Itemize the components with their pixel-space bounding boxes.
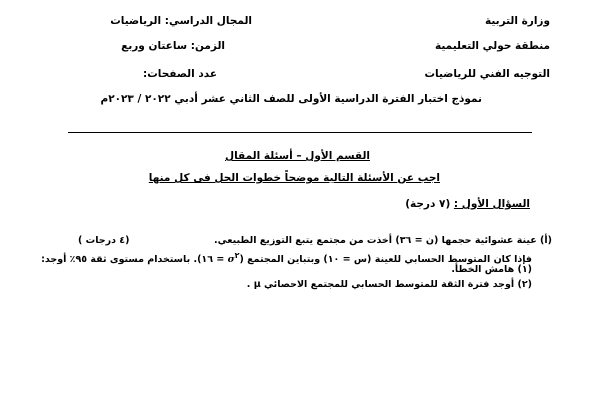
question-1-marks: (٧ درجة) <box>405 198 451 210</box>
header-divider <box>68 132 532 133</box>
section-instruction: اجب عن الأسئلة التالية موضحاً خطوات الحل فى كل منها <box>148 172 440 184</box>
question-1-heading <box>405 198 530 210</box>
education-district: منطقة حولي التعليمية <box>435 40 550 52</box>
part-a-item-2: (٢) أوجد فترة الثقة للمتوسط الحسابي للمجتمع الاحصائي μ . <box>246 279 532 290</box>
part-a-condition-start: فإذا كان المتوسط الحسابي للعينة (س = ١٠) وبتباين المجتمع ( <box>239 254 532 266</box>
page-count: عدد الصفحات: <box>143 68 217 80</box>
question-1-label: السؤال الأول : <box>453 198 530 210</box>
exam-duration: الزمن: ساعتان وربع <box>121 40 225 52</box>
exam-title: نموذج اختبار الفترة الدراسية الأولى للصف الثاني عشر أدبي ٢٠٢٢ / ٢٠٢٣م <box>100 93 482 105</box>
part-a-number: (أ) <box>540 235 552 246</box>
ministry-name: وزارة التربية <box>484 15 550 27</box>
sigma-symbol: σ <box>227 254 235 266</box>
math-supervision: التوجيه الفني للرياضيات <box>424 68 550 80</box>
subject-field: المجال الدراسي: الرياضيات <box>110 15 252 27</box>
part-a-item-1: (١) هامش الخطأ. <box>451 264 532 275</box>
squared-exponent: ٢ <box>234 251 240 260</box>
part-a-marks: (٤ درجات ) <box>78 235 130 246</box>
part-a-text: عينة عشوائية حجمها (ن = ٣٦) أخذت من مجتمع يتبع التوزيع الطبيعي. <box>214 235 537 246</box>
part-a-condition-end: = ١٦). باستخدام مستوى ثقة ٩٥٪ أوجد: <box>41 254 228 266</box>
section-title: القسم الأول – أسئلة المقال <box>224 150 370 162</box>
part-a-line <box>214 234 552 247</box>
